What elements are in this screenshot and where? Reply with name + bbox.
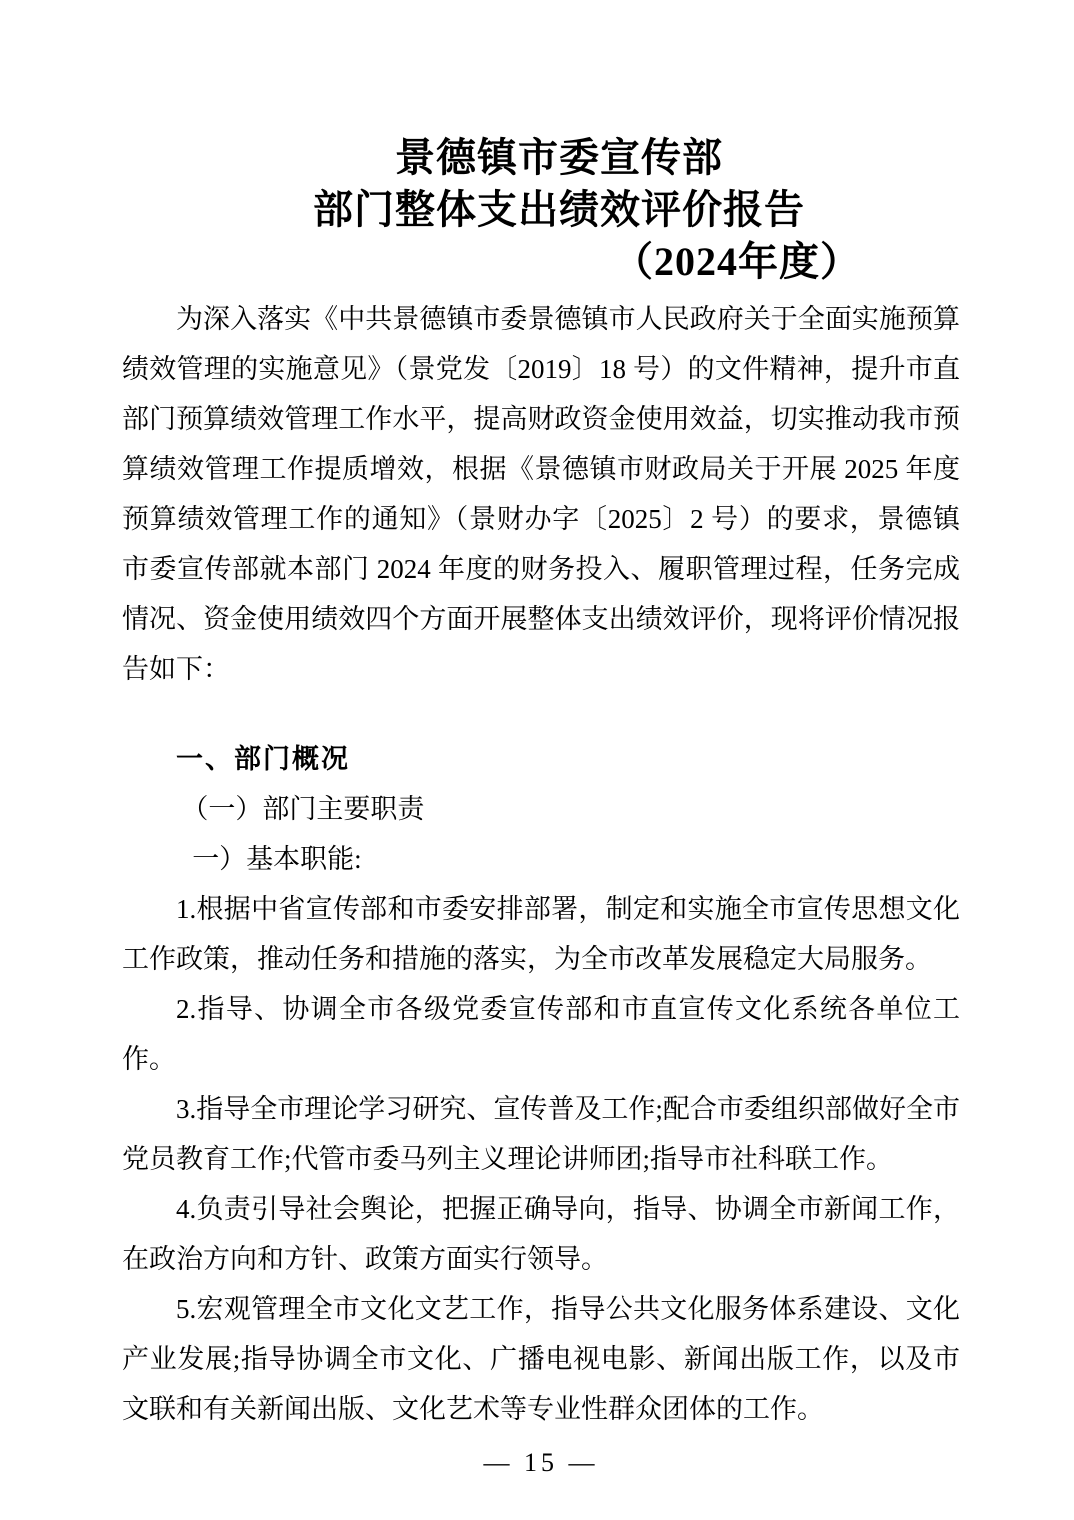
title-line-year: [158, 236, 960, 288]
duty-item-2: 2.指导、协调全市各级党委宣传部和市直宣传文化系统各单位工作。: [122, 994, 960, 1074]
report-title: [122, 0, 960, 288]
page-footer: [122, 1448, 960, 1478]
duty-item-5: 5.宏观管理全市文化文艺工作，指导公共文化服务体系建设、文化产业发展;指导协调全市文化、广播电视电影、新闻出版工作，以及市文联和有关新闻出版、文化艺术等专业性群众团体的工作。: [122, 1294, 960, 1424]
intro-paragraph: 为深入落实《中共景德镇市委景德镇市人民政府关于全面实施预算绩效管理的实施意见》（景党发〔2019〕18 号）的文件精神，提升市直部门预算绩效管理工作水平，提高财政资金使用效益，切实推动我市预算绩效管理工作提质增效，根据《景德镇市财政局关于开展 2025 年度预算绩效管理工作的通知》（景财办字〔2025〕2 号）的要求，景德镇市委宣传部就本部门 2024 年度的财务投入、履职管理过程，任务完成情况、资金使用绩效四个方面开展整体支出绩效评价，现将评价情况报告如下：: [122, 304, 960, 684]
title-year-text: （2024年度）: [613, 239, 861, 284]
duty-item-1: 1.根据中省宣传部和市委安排部署，制定和实施全市宣传思想文化工作政策，推动任务和措施的落实，为全市改革发展稳定大局服务。: [122, 894, 960, 974]
page-number: — 15 —: [483, 1448, 599, 1477]
title-line-report-name: 部门整体支出绩效评价报告: [313, 187, 805, 232]
duty-item-3: 3.指导全市理论学习研究、宣传普及工作;配合市委组织部做好全市党员教育工作;代管市委马列主义理论讲师团;指导市社科联工作。: [122, 1094, 960, 1174]
duty-item-4: 4.负责引导社会舆论，把握正确导向，指导、协调全市新闻工作，在政治方向和方针、政策方面实行领导。: [122, 1194, 960, 1274]
section-heading-overview: 一、部门概况: [176, 744, 350, 774]
subsection-heading-main-duties: （一）部门主要职责: [181, 794, 425, 824]
title-line-department: 景德镇市委宣传部: [395, 135, 723, 180]
subsection-heading-basic-functions: 一）基本职能:: [192, 844, 362, 874]
document-body: [122, 294, 960, 1434]
